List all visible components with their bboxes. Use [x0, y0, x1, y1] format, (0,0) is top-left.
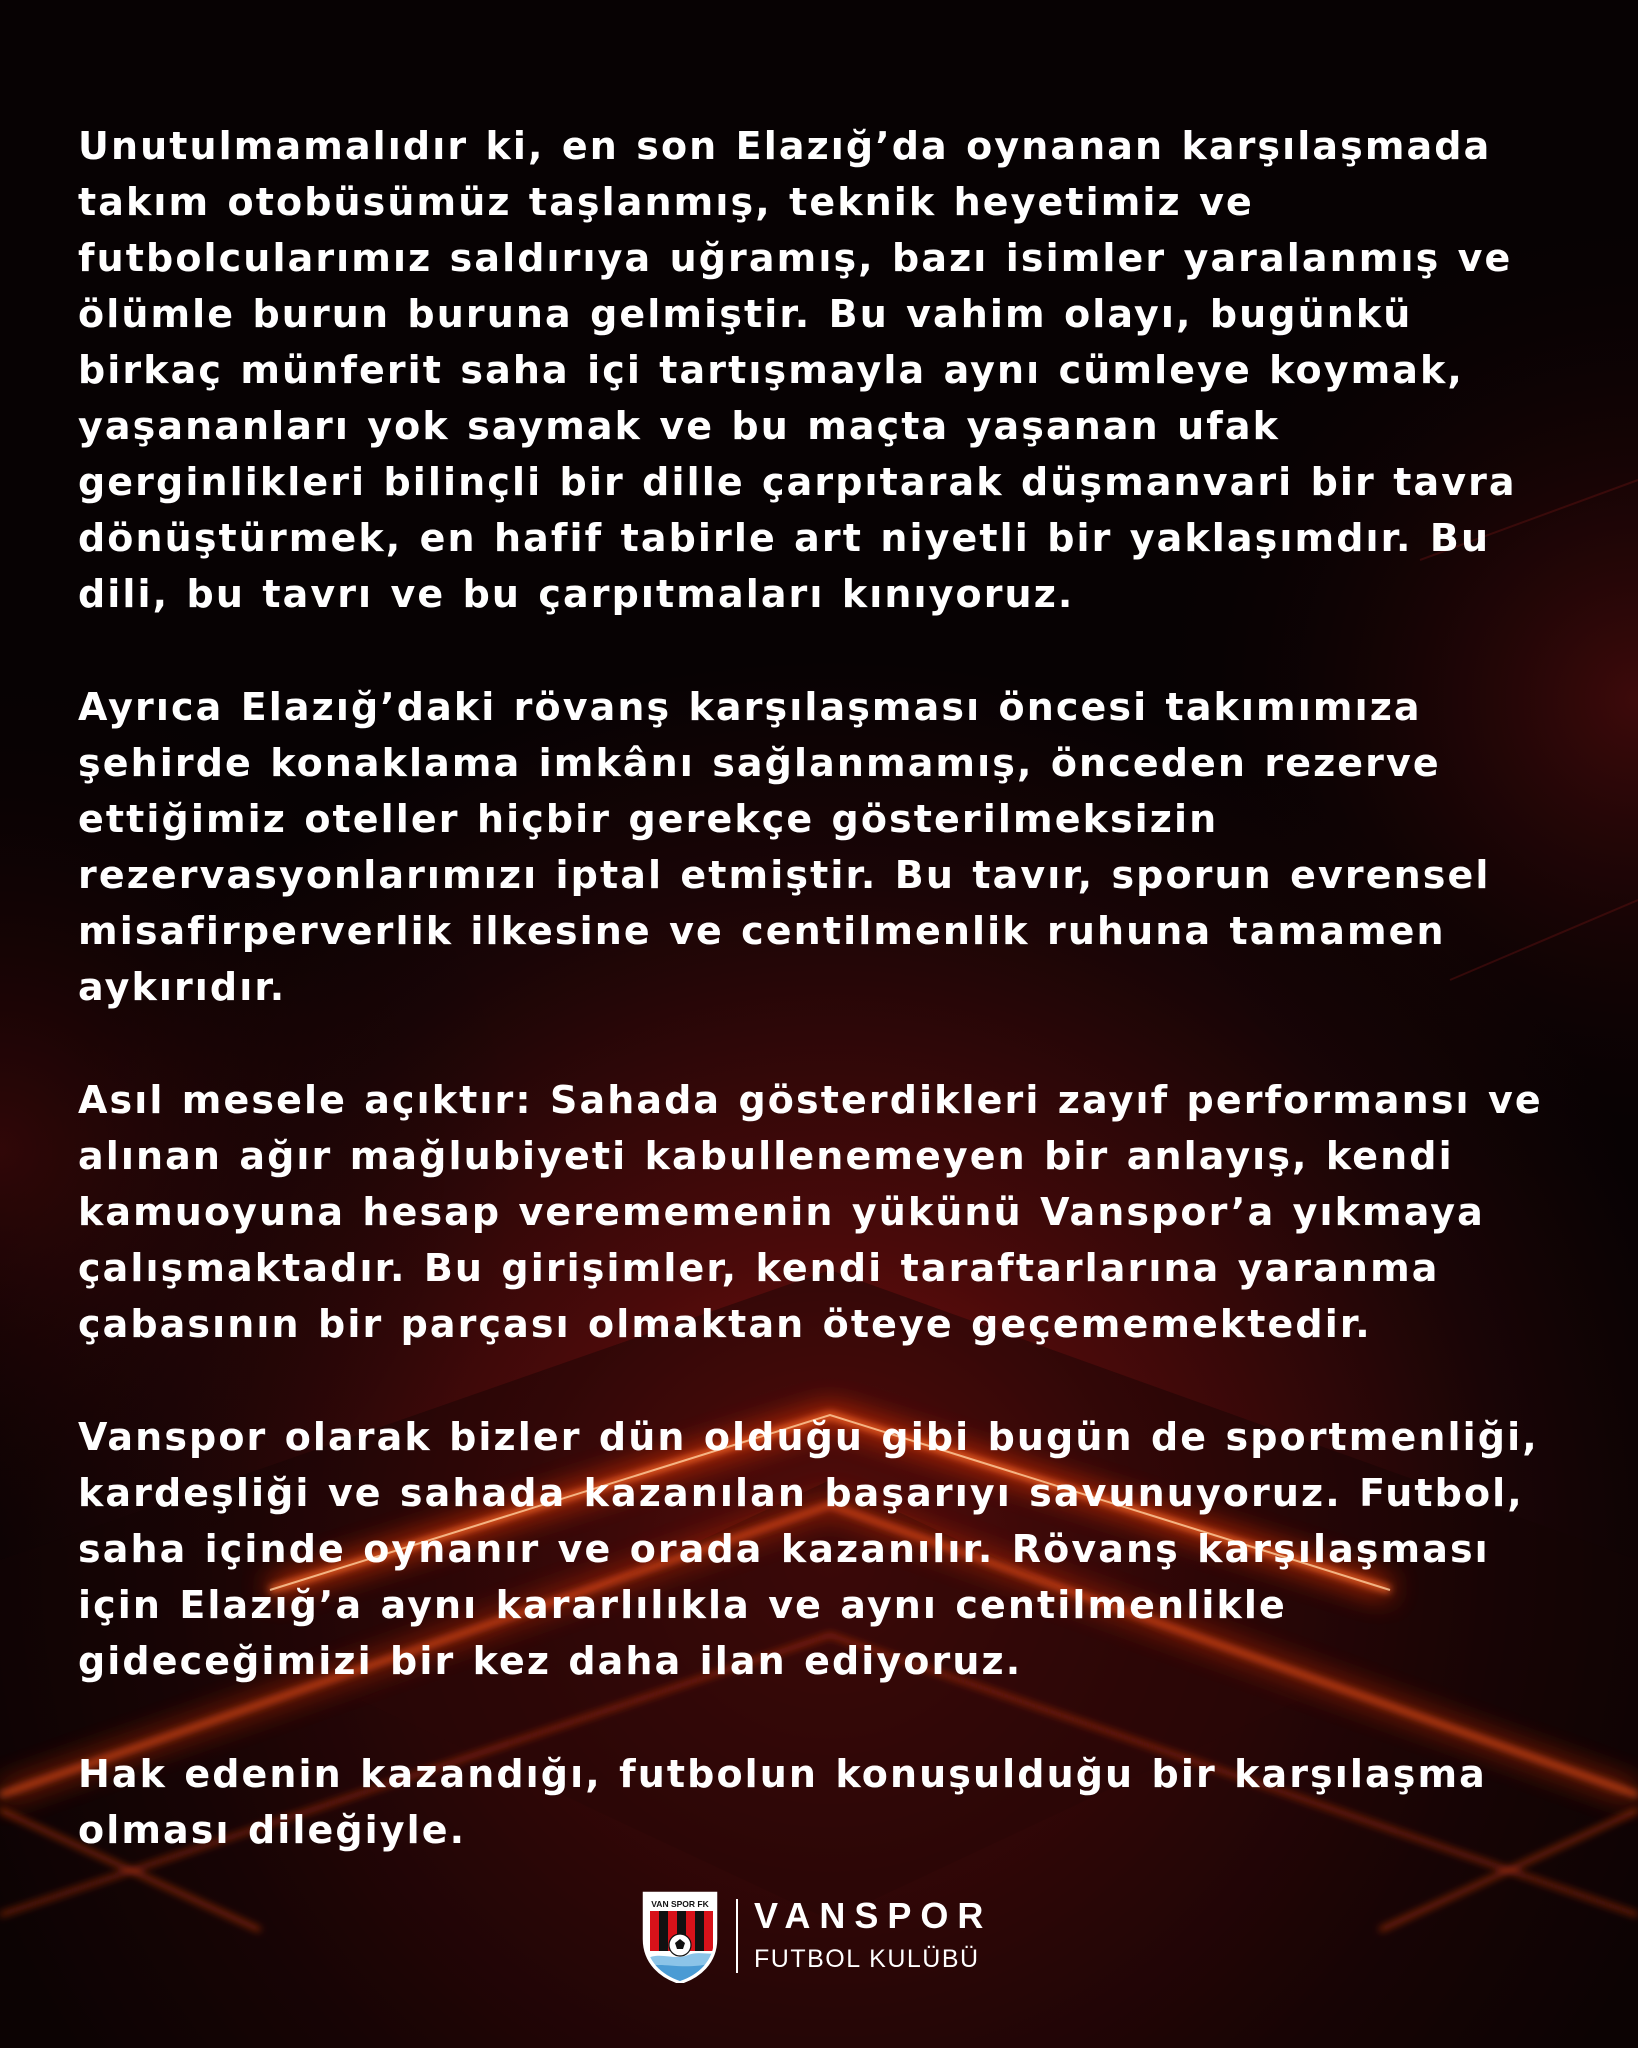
paragraph-5 [78, 1746, 1608, 1858]
paragraph-2 [78, 679, 1608, 1015]
text-line: Vanspor olarak bizler dün olduğu gibi bugün de sportmenliği, [78, 1415, 1539, 1459]
text-line: gideceğimizi bir kez daha ilan ediyoruz. [78, 1639, 1023, 1683]
text-line: Ayrıca Elazığ’daki rövanş karşılaşması öncesi takımımıza [78, 685, 1422, 729]
text-line: dili, bu tavrı ve bu çarpıtmaları kınıyoruz. [78, 572, 1075, 616]
text-line: ettiğimiz oteller hiçbir gerekçe gösterilmeksizin [78, 797, 1219, 841]
text-line: takım otobüsümüz taşlanmış, teknik heyetimiz ve [78, 180, 1254, 224]
text-line: yaşananları yok saymak ve bu maçta yaşanan ufak [78, 404, 1280, 448]
text-line: Asıl mesele açıktır: Sahada gösterdikleri zayıf performansı ve [78, 1078, 1543, 1122]
text-line: Unutulmamalıdır ki, en son Elazığ’da oynanan karşılaşmada [78, 124, 1492, 168]
text-line: saha içinde oynanır ve orada kazanılır. Rövanş karşılaşması [78, 1527, 1490, 1571]
text-line: kamuoyuna hesap verememenin yükünü Vanspor’a yıkmaya [78, 1190, 1485, 1234]
club-subtitle: FUTBOL KULÜBÜ [754, 1945, 980, 1973]
text-line: kardeşliği ve sahada kazanılan başarıyı savunuyoruz. Futbol, [78, 1471, 1524, 1515]
paragraph-1 [78, 118, 1608, 622]
text-line: Hak edenin kazandığı, futbolun konuşulduğu bir karşılaşma [78, 1752, 1487, 1796]
statement-text [78, 118, 1608, 1915]
footer-divider [736, 1899, 738, 1973]
paragraph-4 [78, 1409, 1608, 1689]
club-wordmark [754, 1896, 992, 1976]
text-line: çalışmaktadır. Bu girişimler, kendi taraftarlarına yaranma [78, 1246, 1440, 1290]
crest-text: VAN SPOR FK [651, 1899, 709, 1909]
text-line: çabasının bir parçası olmaktan öteye geçememektedir. [78, 1302, 1372, 1346]
text-line: aykırıdır. [78, 965, 287, 1009]
text-line: futbolcularımız saldırıya uğramış, bazı isimler yaralanmış ve [78, 236, 1513, 280]
club-footer [640, 1888, 992, 1984]
club-name: VANSPOR [754, 1895, 993, 1936]
text-line: ölümle burun buruna gelmiştir. Bu vahim olayı, bugünkü [78, 292, 1413, 336]
text-line: rezervasyonlarımızı iptal etmiştir. Bu tavır, sporun evrensel [78, 853, 1491, 897]
text-line: gerginlikleri bilinçli bir dille çarpıtarak düşmanvari bir tavra [78, 460, 1517, 504]
text-line: olması dileğiyle. [78, 1808, 467, 1852]
text-line: için Elazığ’a aynı kararlılıkla ve aynı centilmenlikle [78, 1583, 1287, 1627]
vanspor-crest-icon [640, 1889, 720, 1983]
text-line: alınan ağır mağlubiyeti kabullenemeyen bir anlayış, kendi [78, 1134, 1454, 1178]
text-line: şehirde konaklama imkânı sağlanmamış, önceden rezerve [78, 741, 1441, 785]
text-line: dönüştürmek, en hafif tabirle art niyetli bir yaklaşımdır. Bu [78, 516, 1491, 560]
paragraph-3 [78, 1072, 1608, 1352]
text-line: birkaç münferit saha içi tartışmayla aynı cümleye koymak, [78, 348, 1464, 392]
text-line: misafirperverlik ilkesine ve centilmenlik ruhuna tamamen [78, 909, 1446, 953]
